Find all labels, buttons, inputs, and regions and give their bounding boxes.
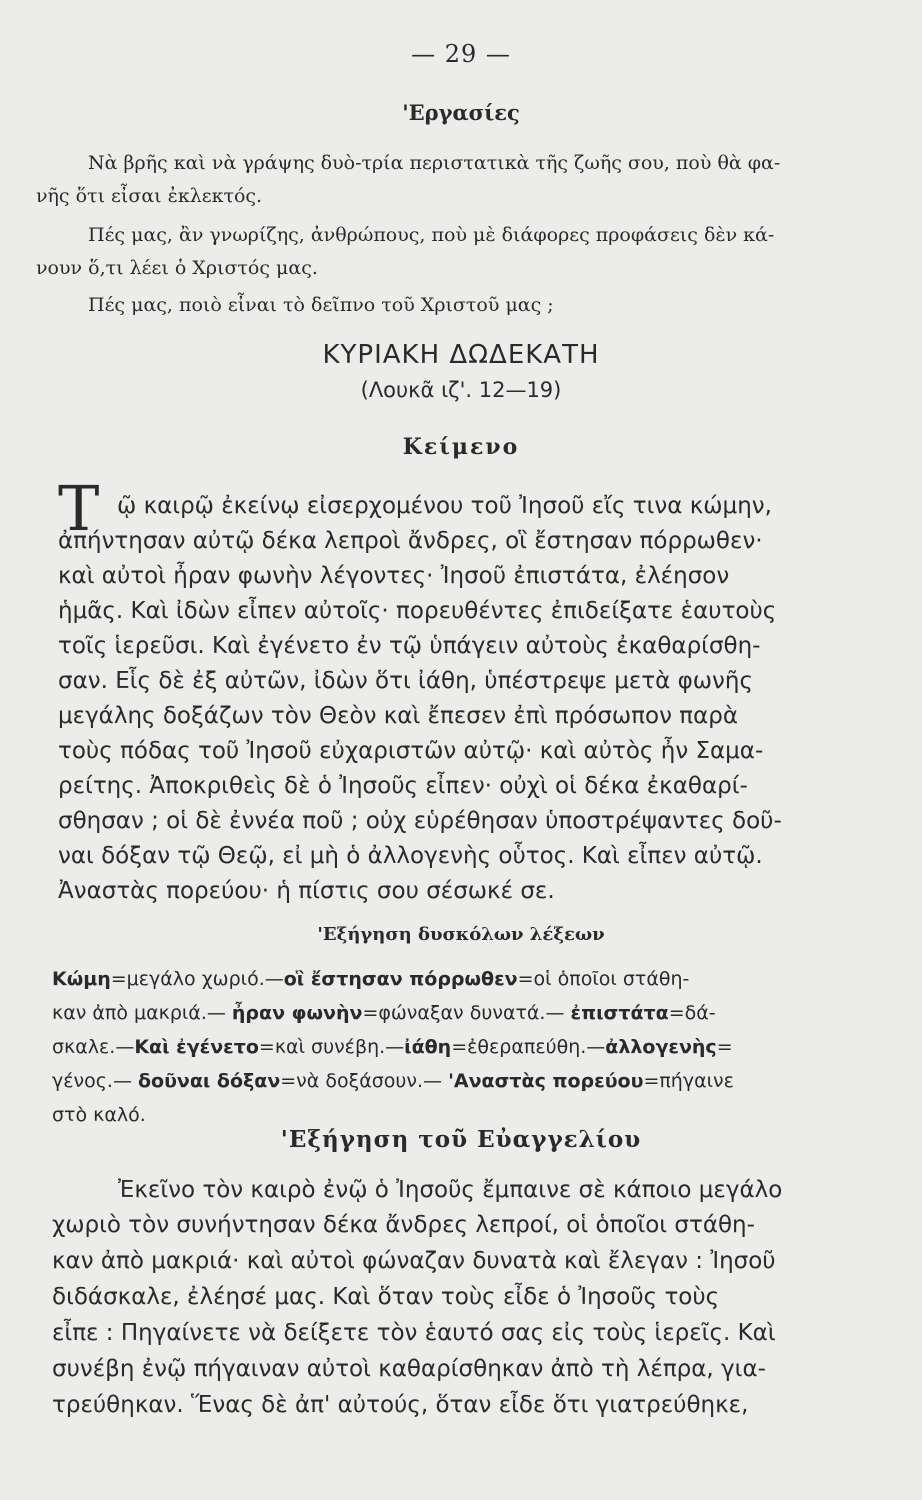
text-line: ρείτης. Ἀποκριθεὶς δὲ ὁ Ἰησοῦς εἶπεν· οὐχὶ οἱ δέκα ἐκαθαρί- bbox=[58, 773, 748, 799]
explanation-line: διδάσκαλε, ἐλέησέ μας. Καὶ ὅταν τοὺς εἶδε ὁ Ἰησοῦς τοὺς bbox=[52, 1284, 720, 1310]
glossary-definition: σκαλε.— bbox=[52, 1036, 135, 1058]
glossary-term: ἀλλογενὴς bbox=[605, 1036, 717, 1058]
explanation-line: Ἐκεῖνο τὸν καιρὸ ἐνῷ ὁ Ἰησοῦς ἔμπαινε σὲ κάποιο μεγάλο bbox=[118, 1177, 783, 1203]
text-line: ἀπήντησαν αὐτῷ δέκα λεπροὶ ἄνδρες, οἳ ἔστησαν πόρρωθεν· bbox=[58, 528, 763, 554]
explanation-line: χωριὸ τὸν συνήντησαν δέκα ἄνδρες λεπροί, οἱ ὁποῖοι στάθη- bbox=[52, 1212, 755, 1238]
glossary-definition: =μεγάλο χωριό.— bbox=[110, 968, 284, 990]
glossary-definition: καν ἀπὸ μακριά.— bbox=[52, 1002, 232, 1024]
glossary-definition: =νὰ δοξάσουν.— bbox=[280, 1070, 449, 1092]
assignment-line: Πές μας, ἂν γνωρίζης, ἀνθρώπους, ποὺ μὲ διάφορες προφάσεις δὲν κά- bbox=[88, 224, 775, 246]
glossary-line bbox=[52, 968, 689, 990]
explanation-line: τρεύθηκαν. Ἕνας δὲ ἀπ' αὐτούς, ὅταν εἶδε ὅτι γιατρεύθηκε, bbox=[52, 1392, 749, 1418]
glossary-definition: = bbox=[716, 1036, 733, 1058]
drop-cap: Τ bbox=[58, 472, 100, 545]
explanation-heading: 'Εξήγηση τοῦ Εὐαγγελίου bbox=[280, 1126, 642, 1153]
text-line: σαν. Εἷς δὲ ἐξ αὐτῶν, ἰδὼν ὅτι ἰάθη, ὑπέστρεψε μετὰ φωνῆς bbox=[58, 668, 753, 694]
glossary-definition: =φώναξαν δυνατά.— bbox=[362, 1002, 571, 1024]
explanation-line: συνέβη ἐνῷ πήγαιναν αὐτοὶ καθαρίσθηκαν ἀπὸ τὴ λέπρα, για- bbox=[52, 1356, 766, 1382]
assignments-heading: 'Εργασίες bbox=[402, 100, 520, 125]
glossary-definition: =οἱ ὁποῖοι στάθη- bbox=[517, 968, 690, 990]
text-line: ἡμᾶς. Καὶ ἰδὼν εἶπεν αὐτοῖς· πορευθέντες ἐπιδείξατε ἑαυτοὺς bbox=[58, 598, 777, 624]
glossary-term: δοῦναι δόξαν bbox=[137, 1070, 281, 1092]
assignment-line: Πές μας, ποιὸ εἶναι τὸ δεῖπνο τοῦ Χριστοῦ μας ; bbox=[88, 294, 554, 316]
text-line: Ἀναστὰς πορεύου· ἡ πίστις σου σέσωκέ σε. bbox=[58, 878, 555, 904]
glossary-term: οἳ ἔστησαν πόρρωθεν bbox=[283, 968, 518, 990]
glossary-definition: =καὶ συνέβη.— bbox=[258, 1036, 405, 1058]
glossary-definition: στὸ καλό. bbox=[52, 1104, 146, 1126]
text-line: τοὺς πόδας τοῦ Ἰησοῦ εὐχαριστῶν αὐτῷ· καὶ αὐτὸς ἦν Σαμα- bbox=[58, 738, 764, 764]
glossary-line bbox=[52, 1002, 716, 1024]
text-line: ῷ καιρῷ ἐκείνῳ εἰσερχομένου τοῦ Ἰησοῦ εἴς τινα κώμην, bbox=[117, 493, 772, 519]
glossary-term: Κώμη bbox=[52, 968, 111, 990]
glossary-term: Καὶ ἐγένετο bbox=[134, 1036, 259, 1058]
explanation-line: καν ἀπὸ μακριά· καὶ αὐτοὶ φώναζαν δυνατὰ καὶ ἔλεγαν : Ἰησοῦ bbox=[52, 1248, 776, 1274]
text-line: μεγάλης δοξάζων τὸν Θεὸν καὶ ἔπεσεν ἐπὶ πρόσωπον παρὰ bbox=[58, 703, 739, 729]
glossary-definition: =πήγαινε bbox=[643, 1070, 734, 1092]
glossary-definition: =δά- bbox=[668, 1002, 716, 1024]
glossary-line bbox=[52, 1070, 734, 1092]
assignment-line: νουν ὅ,τι λέει ὁ Χριστός μας. bbox=[36, 257, 318, 279]
explanation-line: εἶπε : Πηγαίνετε νὰ δείξετε τὸν ἑαυτό σας εἰς τοὺς ἱερεῖς. Καὶ bbox=[52, 1320, 776, 1346]
glossary-definition: γένος.— bbox=[52, 1070, 138, 1092]
glossary-term: ἦραν φωνὴν bbox=[231, 1002, 363, 1024]
text-line: σθησαν ; οἱ δὲ ἐννέα ποῦ ; οὐχ εὑρέθησαν ὑποστρέψαντες δοῦ- bbox=[58, 808, 782, 834]
page-number: — 29 — bbox=[411, 40, 511, 68]
sunday-title: ΚΥΡΙΑΚΗ ΔΩΔΕΚΑΤΗ bbox=[322, 340, 600, 370]
glossary-term: 'Αναστὰς πορεύου bbox=[448, 1070, 644, 1092]
glossary-term: ἐπιστάτα bbox=[570, 1002, 669, 1024]
glossary-line bbox=[52, 1104, 146, 1126]
glossary-definition: =ἐθεραπεύθη.— bbox=[451, 1036, 606, 1058]
assignment-line: Νὰ βρῆς καὶ νὰ γράψης δυὸ-τρία περιστατικὰ τῆς ζωῆς σου, ποὺ θὰ φα- bbox=[88, 152, 781, 174]
glossary-term: ἰάθη bbox=[404, 1036, 452, 1058]
glossary-heading: 'Εξήγηση δυσκόλων λέξεων bbox=[317, 924, 605, 945]
scripture-reference: (Λουκᾶ ιζ'. 12—19) bbox=[360, 378, 562, 402]
glossary-line bbox=[52, 1036, 733, 1058]
text-line: καὶ αὐτοὶ ἦραν φωνὴν λέγοντες· Ἰησοῦ ἐπιστάτα, ἐλέησον bbox=[58, 563, 730, 589]
assignment-line: νῆς ὅτι εἶσαι ἐκλεκτός. bbox=[36, 185, 263, 207]
text-line: τοῖς ἱερεῦσι. Καὶ ἐγένετο ἐν τῷ ὑπάγειν αὐτοὺς ἐκαθαρίσθη- bbox=[58, 633, 761, 659]
text-line: ναι δόξαν τῷ Θεῷ, εἰ μὴ ὁ ἀλλογενὴς οὗτος. Καὶ εἶπεν αὐτῷ. bbox=[58, 843, 763, 869]
text-heading: Κείμενο bbox=[402, 434, 520, 460]
